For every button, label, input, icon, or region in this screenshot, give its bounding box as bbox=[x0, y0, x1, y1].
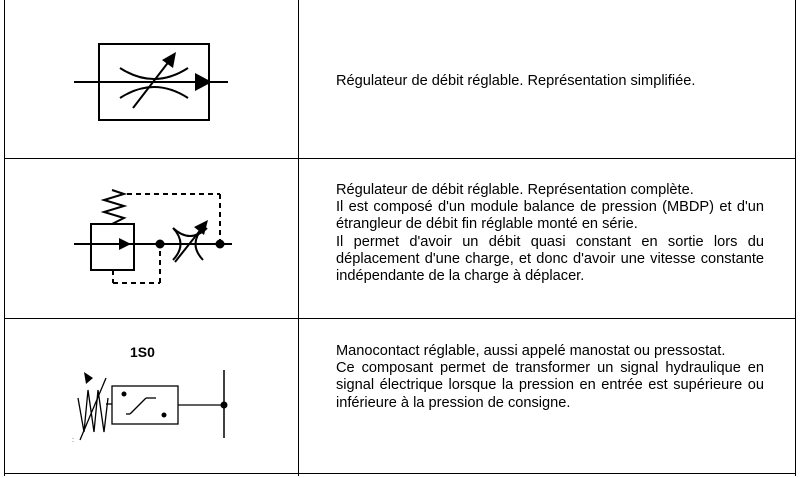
description-line: Régulateur de débit réglable. Représentation complète. bbox=[336, 182, 694, 198]
flow-regulator-simplified-symbol bbox=[0, 0, 300, 158]
symbol-label: 1S0 bbox=[130, 344, 155, 360]
description-line: Manocontact réglable, aussi appelé manostat ou pressostat. bbox=[336, 343, 726, 359]
row-description bbox=[336, 343, 764, 412]
row-description bbox=[336, 182, 764, 285]
flow-regulator-complete-symbol bbox=[0, 158, 300, 318]
pressure-switch-symbol bbox=[0, 318, 300, 478]
description-line: Il est composé d'un module balance de pression (MBDP) et d'un étrangleur de débit fin réglable monté en série. bbox=[336, 199, 764, 233]
description-line: Il permet d'avoir un débit quasi constant en sortie lors du déplacement d'une charge, et donc d'avoir une vitesse constante indépendante de la charge à déplacer. bbox=[336, 233, 764, 285]
description-line: Régulateur de débit réglable. Représentation simplifiée. bbox=[336, 73, 696, 89]
row-description bbox=[336, 73, 764, 90]
table-border-right bbox=[795, 0, 796, 476]
description-line: Ce composant permet de transformer un signal hydraulique en signal électrique lorsque la pression en entrée est supérieure ou inférieure à la pression de consigne. bbox=[336, 360, 764, 411]
